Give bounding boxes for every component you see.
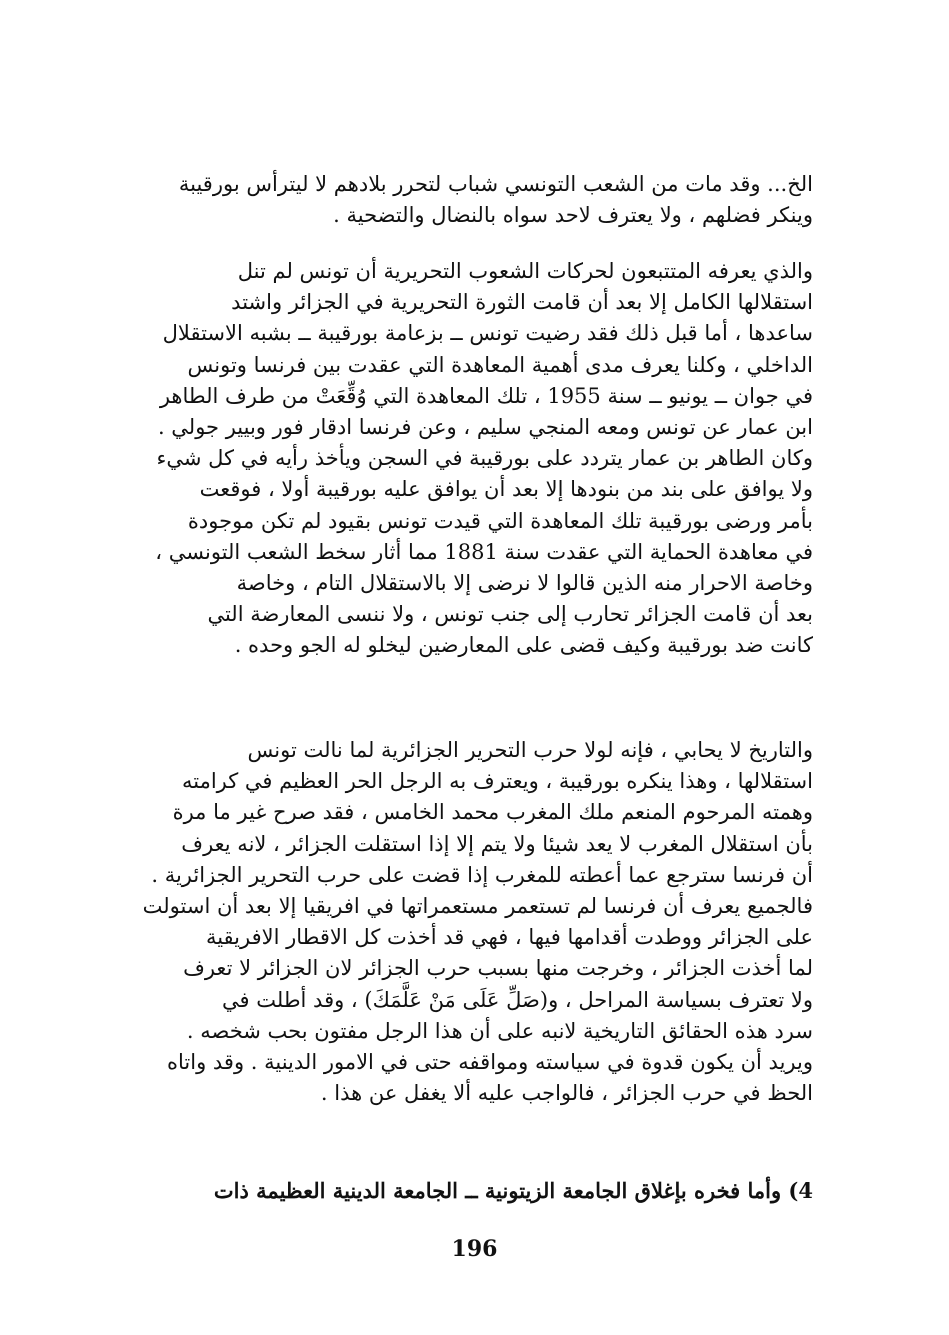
text-line: استقلالها ، وهذا ينكره بورقيبة ، ويعترف به الرجل الحر العظيم في كرامته — [181, 769, 813, 794]
text-line: استقلالها الكامل إلا بعد أن قامت الثورة التحريرية في الجزائر واشتد — [231, 290, 813, 315]
section-heading: 4) وأما فخره بإغلاق الجامعة الزيتونية ــ الجامعة الدينية العظيمة ذات — [213, 1178, 813, 1203]
text-line: ولا تعترف بسياسة المراحل ، و(صَلِّ عَلَى مَنْ عَلَّمَكَ) ، وقد أطلت في — [222, 987, 813, 1012]
text-line: بعد أن قامت الجزائر تحارب إلى جنب تونس ، ولا ننسى المعارضة التي — [207, 602, 813, 627]
paragraph-1 — [133, 169, 813, 231]
text-line: وكان الطاهر بن عمار يتردد على بورقيبة في السجن ويأخذ رأيه في كل شيء — [156, 446, 813, 471]
text-line: وهمته المرحوم المنعم ملك المغرب محمد الخامس ، فقد صرح غير ما مرة — [172, 800, 813, 825]
text-line: بأن استقلال المغرب لا يعد شيئا ولا يتم إلا إذا استقلت الجزائر ، لانه يعرف — [181, 831, 813, 856]
text-line: سرد هذه الحقائق التاريخية لانبه على أن هذا الرجل مفتون بحب شخصه . — [186, 1018, 813, 1043]
text-line: وخاصة الاحرار منه الذين قالوا لا نرضى إلا بالاستقلال التام ، وخاصة — [236, 571, 813, 596]
text-line: ابن عمار عن تونس ومعه المنجي سليم ، وعن فرنسا ادقار فور وبيير جولي . — [157, 415, 813, 440]
text-line: بأمر ورضى بورقيبة تلك المعاهدة التي قيدت تونس بقيود لم تكن موجودة — [187, 508, 813, 533]
text-line: أن فرنسا سترجع عما أعطته للمغرب إذا قضت على حرب التحرير الجزائرية . — [151, 862, 813, 887]
text-line: الخ... وقد مات من الشعب التونسي شباب لتحرر بلادهم لا ليترأس بورقيبة — [178, 172, 813, 196]
paragraph-2 — [133, 256, 813, 662]
text-line: والتاريخ لا يحابي ، فإنه لولا حرب التحرير الجزائرية لما نالت تونس — [247, 738, 813, 762]
text-line: على الجزائر ووطدت أقدامها فيها ، فهي قد أخذت كل الاقطار الافريقية — [205, 925, 813, 950]
paragraph-3 — [133, 735, 813, 1109]
page-number: 196 — [451, 1236, 498, 1262]
text-line: ولا يوافق على بند من بنودها إلا بعد أن يوافق عليه بورقيبة أولا ، فوقعت — [199, 477, 813, 502]
text-line: في جوان ــ يونيو ــ سنة 1955 ، تلك المعاهدة التي وُقِّعَتْ من طرف الطاهر — [159, 383, 813, 408]
text-line: ساعدها ، أما قبل ذلك فقد رضيت تونس ــ بزعامة بورقيبة ــ بشبه الاستقلال — [162, 321, 813, 346]
text-line: لما أخذت الجزائر ، وخرجت منها بسبب حرب الجزائر لان الجزائر لا تعرف — [183, 956, 813, 981]
text-line: فالجميع يعرف أن فرنسا لم تستعمر مستعمراتها في افريقيا إلا بعد أن استولت — [142, 894, 813, 919]
text-line: الداخلي ، وكلنا يعرف مدى أهمية المعاهدة التي عقدت بين فرنسا وتونس — [187, 352, 813, 377]
text-line: كانت ضد بورقيبة وكيف قضى على المعارضين ليخلو له الجو وحده . — [234, 633, 813, 658]
text-line: في معاهدة الحماية التي عقدت سنة 1881 مما أثار سخط الشعب التونسي ، — [155, 539, 813, 564]
text-line: ويريد أن يكون قدوة في سياسته ومواقفه حتى في الامور الدينية . وقد واتاه — [167, 1050, 813, 1075]
text-line: الحظ في حرب الجزائر ، فالواجب عليه ألا يغفل عن هذا . — [320, 1081, 813, 1106]
text-line: وينكر فضلهم ، ولا يعترف لاحد سواه بالنضال والتضحية . — [333, 203, 813, 228]
text-line: والذي يعرفه المتتبعون لحركات الشعوب التحريرية أن تونس لم تنل — [237, 259, 813, 283]
